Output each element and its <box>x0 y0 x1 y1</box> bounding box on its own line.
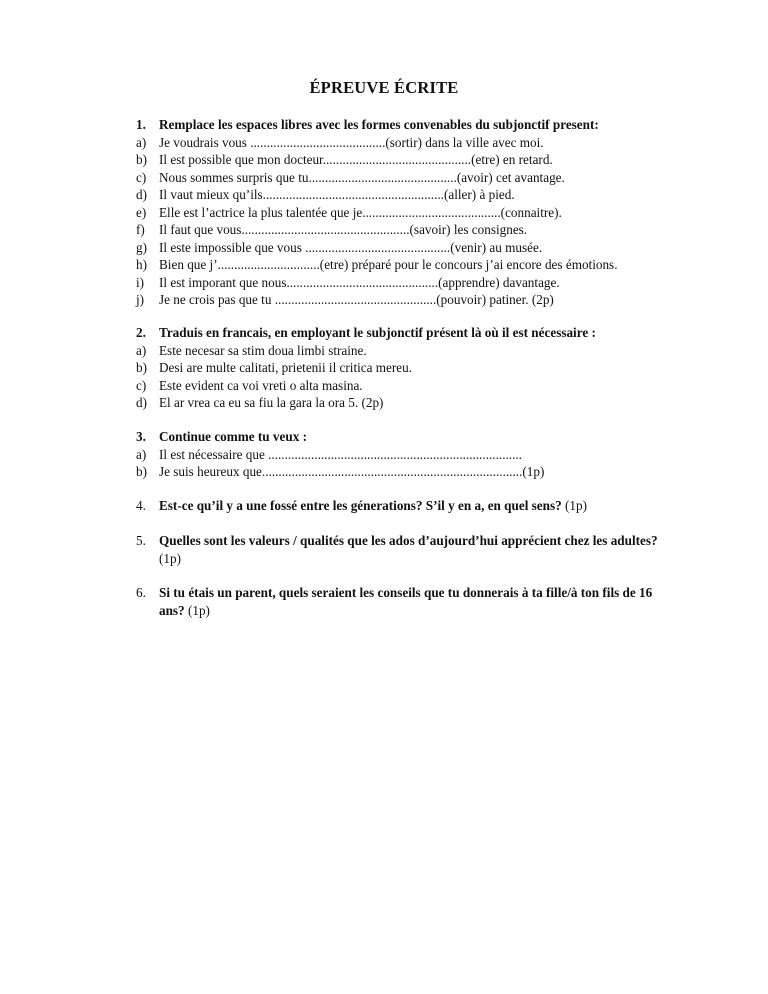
exercise-question: Est-ce qu’il y a une fossé entre les génerations? S’il y en a, en quel sens? <box>159 498 562 513</box>
item-letter: b) <box>136 152 147 167</box>
item-letter: d) <box>136 395 147 410</box>
exercise-item <box>136 134 696 152</box>
item-text: Desi are multe calitati, prietenii il critica mereu. <box>159 360 413 375</box>
exercise-item <box>136 359 696 377</box>
item-letter: i) <box>136 274 145 290</box>
item-letter: j) <box>136 292 145 307</box>
exercise-3-heading <box>136 428 696 446</box>
item-text: Il est imporant que nous..............................................(apprendre) davantage. <box>159 274 560 290</box>
exercise-instruction: Traduis en francais, en employant le subjonctif présent là où il est nécessaire : <box>159 325 596 340</box>
exercise-1-heading <box>136 116 696 134</box>
exercise-item <box>136 256 696 274</box>
exercise-item <box>136 342 696 360</box>
item-text: El ar vrea ca eu sa fiu la gara la ora 5. (2p) <box>159 395 384 410</box>
item-letter: a) <box>136 446 147 462</box>
item-letter: g) <box>136 239 147 255</box>
exercise-item <box>136 239 696 257</box>
item-letter: b) <box>136 464 147 479</box>
item-letter: a) <box>136 134 147 150</box>
exercise-5 <box>136 532 696 567</box>
points-label: (1p) <box>561 498 587 513</box>
exercise-6 <box>136 584 696 619</box>
exercise-3 <box>136 428 696 481</box>
item-letter: h) <box>136 257 147 272</box>
item-text: Il est possible que mon docteur.............................................(etre) en retard. <box>159 152 553 167</box>
exercise-item <box>136 377 696 395</box>
page-title: ÉPREUVE ÉCRITE <box>309 78 459 97</box>
exercise-instruction: Continue comme tu veux : <box>159 429 307 444</box>
exercise-number: 2. <box>136 325 146 340</box>
exercise-1 <box>136 116 696 309</box>
item-text: Je voudrais vous .........................................(sortir) dans la ville avec moi. <box>159 134 544 150</box>
exercise-number: 4. <box>136 498 146 513</box>
item-letter: c) <box>136 169 147 185</box>
exercise-item <box>136 463 696 481</box>
exercise-instruction: Remplace les espaces libres avec les formes convenables du subjonctif present: <box>159 117 599 132</box>
exercise-number: 3. <box>136 429 146 444</box>
exercise-item <box>136 204 696 222</box>
exercise-item <box>136 169 696 187</box>
item-text: Elle est l’actrice la plus talentée que je..........................................(connaitre). <box>159 204 562 220</box>
item-text: Nous sommes surpris que tu.............................................(avoir) cet avantage. <box>159 169 565 185</box>
exercise-2-heading <box>136 324 696 342</box>
exercise-4 <box>136 497 696 515</box>
exercise-item <box>136 446 696 464</box>
item-text: Je ne crois pas que tu .................................................(pouvoir) patiner. (2p) <box>159 292 554 307</box>
exercise-2 <box>136 324 696 412</box>
item-letter: e) <box>136 204 147 220</box>
item-text: Il faut que vous...................................................(savoir) les consignes. <box>159 222 528 237</box>
item-text: Este necesar sa stim doua limbi straine. <box>159 342 367 358</box>
points-label: (1p) <box>184 602 210 618</box>
item-text: Il vaut mieux qu’ils.......................................................(aller) à pied. <box>159 187 515 202</box>
exercise-item <box>136 274 696 292</box>
item-letter: b) <box>136 360 147 375</box>
exercise-question: Si tu étais un parent, quels seraient les conseils que tu donnerais à ta fille/à ton fils de 16 ans? <box>159 585 653 618</box>
points-label: (1p) <box>159 550 181 566</box>
item-text: Je suis heureux que...............................................................................(1p) <box>159 464 545 479</box>
exercise-item <box>136 221 696 239</box>
item-letter: f) <box>136 222 145 237</box>
item-text: Il este impossible que vous ............................................(venir) au musée. <box>159 239 543 255</box>
item-text: Il est nécessaire que ............................................................................. <box>159 446 522 462</box>
item-letter: d) <box>136 187 147 202</box>
item-text: Este evident ca voi vreti o alta masina. <box>159 377 363 393</box>
exercise-item <box>136 186 696 204</box>
exercise-number: 6. <box>136 585 146 600</box>
item-letter: a) <box>136 342 147 358</box>
exercise-number: 1. <box>136 117 146 132</box>
exercise-item <box>136 151 696 169</box>
exercise-item <box>136 394 696 412</box>
exercise-question: Quelles sont les valeurs / qualités que les ados d’aujourd’hui apprécient chez les adultes? <box>159 533 658 548</box>
item-letter: c) <box>136 377 147 393</box>
item-text: Bien que j’...............................(etre) préparé pour le concours j’ai encore des émotions. <box>159 257 618 272</box>
exercise-number: 5. <box>136 533 146 548</box>
exercise-item <box>136 291 696 309</box>
